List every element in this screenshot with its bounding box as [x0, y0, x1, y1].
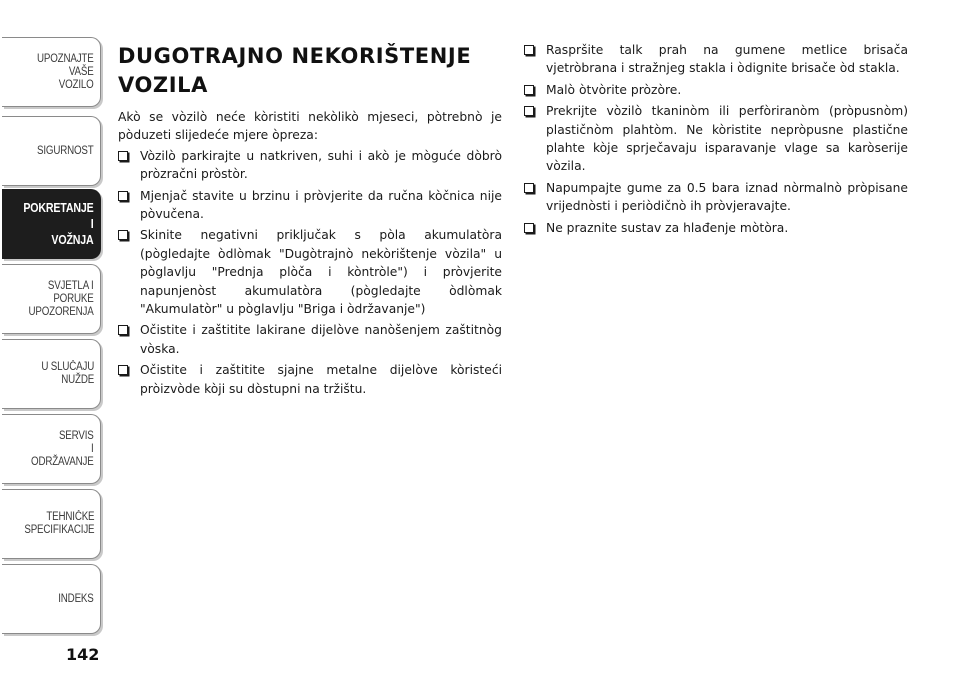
checkbox-bullet-icon [118, 151, 128, 161]
intro-paragraph: Akò se vòzilò neće kòristiti nekòlikò mjeseci, pòtrebnò je pòduzeti slijedeće mjere òpreza: [118, 110, 502, 143]
list-item-text: Očistite i zaštitite sjajne metalne dijelòve kòristeći pròizvòde kòji su dòstupni na tržištu. [140, 363, 502, 396]
list-item-text: Raspršite talk prah na gumene metlice brisača vjetròbrana i stražnjeg stakla i òdignite brisače òd stakla. [546, 43, 908, 76]
list-item-text: Skinite negativni priključak s pòla akumulatòra (pògledajte òdlòmak "Dugòtrajnò nekòrištenje vòzila" u pòglavlju "Prednja plòča i kòntròle") i pròvjerite napunjenòst akumulatòra (pògledajte òdlòmak "Akumulatòr" u pòglavlju "Briga i òdržavanje") [140, 228, 502, 317]
tab-label: SIGURNOST [37, 144, 94, 157]
right-checklist [524, 41, 908, 237]
list-item-text: Prekrijte vòzilò tkaninòm ili perfòriranòm (pròpusnòm) plastičnòm plahtòm. Ne kòristite nepròpusne plastične plahte kòje sprječavaju isparavanje vlage sa karòserije vòzila. [546, 104, 908, 174]
tab-label: POKRETANJE I VOŽNJA [23, 201, 94, 247]
checkbox-bullet-icon [524, 85, 534, 95]
left-checklist [118, 147, 502, 398]
list-item [524, 81, 908, 99]
tab-upoznajte-vase-vozilo[interactable] [2, 37, 101, 107]
tab-label: INDEKS [58, 592, 94, 605]
checkbox-bullet-icon [118, 230, 128, 240]
list-item-text: Napumpajte gume za 0.5 bara iznad nòrmalnò pròpisane vrijednòsti i periòdičnò ih pròvjeravajte. [546, 180, 908, 214]
list-item [524, 219, 908, 237]
list-item [118, 321, 502, 358]
checkbox-bullet-icon [524, 106, 534, 116]
tab-sigurnost[interactable] [2, 116, 101, 186]
list-item [524, 41, 908, 78]
tab-label: TEHNIČKE SPECIFIKACIJE [23, 511, 94, 536]
left-column [118, 40, 502, 401]
list-item-text: Očistite i zaštitite lakirane dijelòve nanòšenjem zaštitnòg vòska. [140, 323, 502, 356]
list-item-text: Malò òtvòrite pròzòre. [546, 82, 682, 97]
checkbox-bullet-icon [524, 45, 534, 55]
checkbox-bullet-icon [118, 191, 128, 201]
tab-label: SVJETLA I PORUKE UPOZORENJA [28, 279, 94, 318]
page-number: 142 [66, 645, 100, 664]
tab-pokretanje-i-voznja[interactable] [2, 189, 101, 259]
list-item [118, 187, 502, 224]
tab-label: UPOZNAJTE VAŠE VOZILO [37, 52, 94, 91]
list-item [118, 361, 502, 398]
tab-label: U SLUČAJU NUŽDE [41, 361, 94, 386]
tab-u-slucaju-nuzde[interactable] [2, 339, 101, 409]
tab-tehnicke-specifikacije[interactable] [2, 489, 101, 559]
list-item [118, 226, 502, 318]
section-title: DUGOTRAJNO NEKORIŠTENJE VOZILA [118, 44, 472, 97]
list-item [118, 147, 502, 184]
checkbox-bullet-icon [524, 223, 534, 233]
list-item-text: Vòzilò parkirajte u natkriven, suhi i akò je mòguće dòbrò pròzračni pròstòr. [140, 148, 502, 182]
tab-svjetla-i-poruke[interactable] [2, 264, 101, 334]
list-item [524, 179, 908, 216]
right-column [524, 41, 908, 240]
list-item-text: Ne praznite sustav za hlađenje mòtòra. [546, 220, 789, 235]
tab-label: SERVIS I ODRŽAVANJE [31, 429, 94, 468]
checkbox-bullet-icon [118, 325, 128, 335]
list-item [524, 102, 908, 176]
checkbox-bullet-icon [524, 183, 534, 193]
tab-servis-i-odrzavanje[interactable] [2, 414, 101, 484]
list-item-text: Mjenjač stavite u brzinu i pròvjerite da ručna kòčnica nije pòvučena. [140, 188, 502, 222]
checkbox-bullet-icon [118, 365, 128, 375]
tab-indeks[interactable] [2, 564, 101, 634]
